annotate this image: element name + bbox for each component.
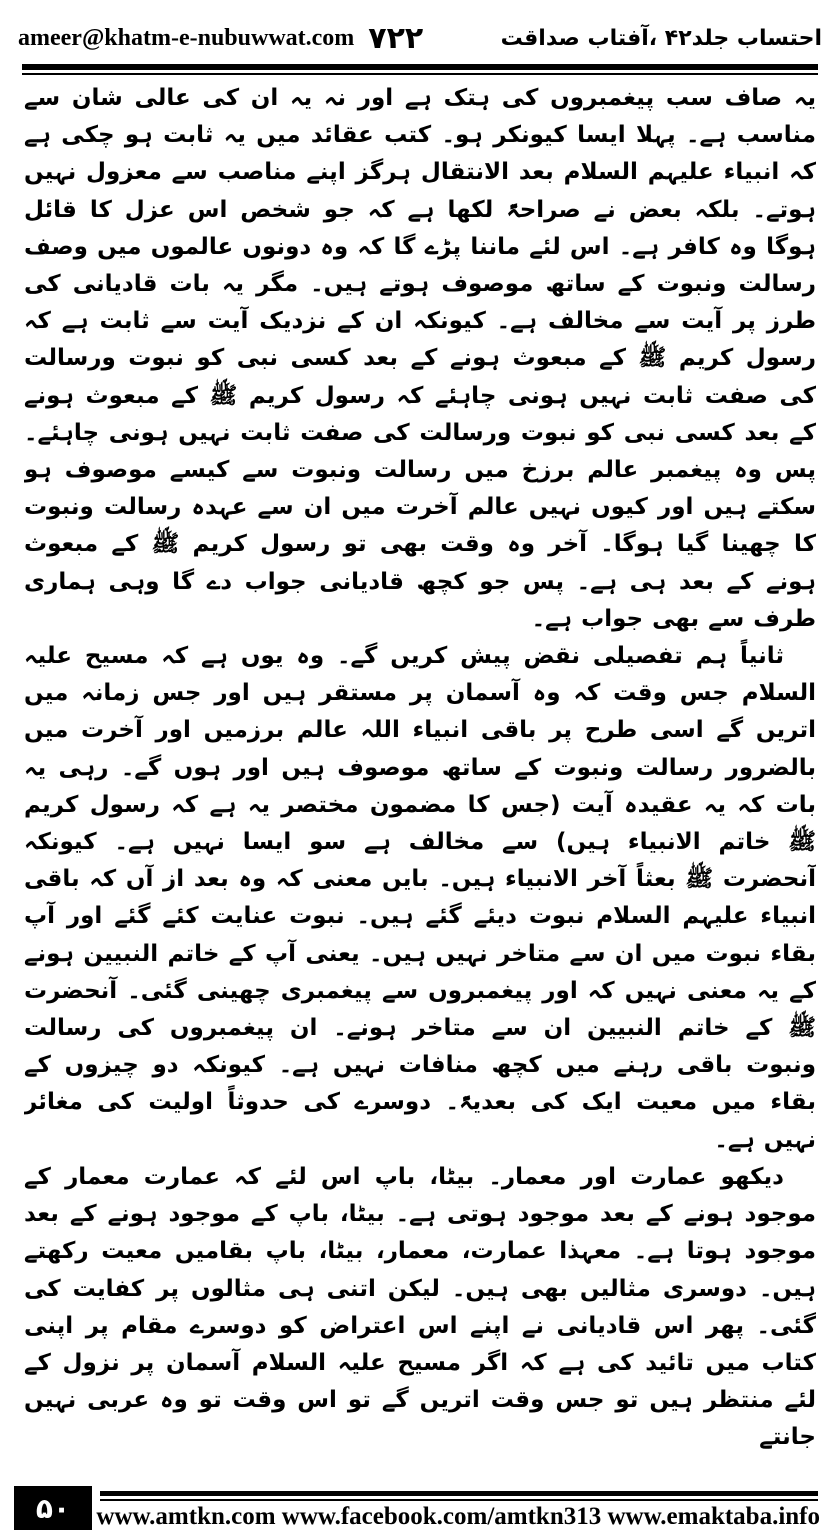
paragraph-3: دیکھو عمارت اور معمار۔ بیٹا، باپ اس لئے کہ عمارت معمار کے موجود ہونے کے بعد موجود ہوتی ہے۔ بیٹا، باپ کے موجود ہونے کے بعد موجود ہوتا ہے۔ معہذا عمارت، معمار، بیٹا، باپ بقامیں معیت رکھتے ہیں۔ دوسری مثالیں بھی ہیں۔ لیکن اتنی ہی مثالوں پر کفایت کی گئی۔ پھر اس قادیانی نے اپنے اس اعتراض کو دوسرے مقام پر اپنی کتاب میں تائید کی ہے کہ اگر مسیح علیہ السلام آسمان پر نزول کے لئے منتظر ہیں تو جس وقت اتریں گے تو اس وقت تو وہ عربی نہیں جانتے [24,1163,816,1451]
paragraph-1: یہ صاف سب پیغمبروں کی ہتک ہے اور نہ یہ ان کی عالی شان سے مناسب ہے۔ پہلا ایسا کیونکر ہو۔ کتب عقائد میں یہ ثابت ہو چکی ہے کہ انبیاء علیہم السلام بعد الانتقال ہرگز اپنے مناصب سے معزول نہیں ہوتے۔ بلکہ بعض نے صراحۃً لکھا ہے کہ جو شخص اس عزل کا قائل ہوگا وہ کافر ہے۔ اس لئے ماننا پڑے گا کہ وہ دونوں عالموں میں وصف رسالت ونبوت کے ساتھ موصوف ہوتے ہیں۔ مگر یہ بات قادیانی کی طرز پر آیت سے مخالف ہے۔ کیونکہ ان کے نزدیک آیت سے ثابت ہے کہ رسول کریم ﷺ کے مبعوث ہونے کے بعد کسی نبی کو نبوت ورسالت کی صفت ثابت نہیں ہونی چاہئے کہ رسول کریم ﷺ کے مبعوث ہونے کے بعد کسی نبی کو نبوت ورسالت کی صفت ثابت نہیں ہونی چاہئے۔ پس وہ پیغمبر عالم برزخ میں رسالت ونبوت سے کیسے موصوف ہو سکتے ہیں اور کیوں نہیں عالم آخرت میں ان سے عہدہ رسالت ونبوت کا چھینا گیا ہوگا۔ آخر وہ وقت بھی تو رسول کریم ﷺ کے مبعوث ہونے کے بعد ہی ہے۔ پس جو کچھ قادیانی جواب دے گا وہی ہماری طرف سے بھی جواب ہے۔ [24,85,816,632]
header-email: ameer@khatm-e-nubuwwat.com [18,24,355,51]
body-text [24,80,816,1462]
header-title: احتساب جلد۴۲ ،آفتاب صداقت [500,25,822,51]
footer-page-number: ۵۰ [14,1486,92,1530]
header-page-number: ۷۲۲ [368,20,424,56]
page-header [18,18,822,58]
header-rule-thick [22,64,818,70]
header-rule-thin [22,73,818,75]
footer-links: www.amtkn.com www.facebook.com/amtkn313 www.emaktaba.info [96,1503,820,1530]
header-left [18,21,423,56]
footer-rule-thick [100,1491,818,1496]
paragraph-2: ثانیاً ہم تفصیلی نقض پیش کریں گے۔ وہ یوں ہے کہ مسیح علیہ السلام جس وقت کہ وہ آسمان پر مستقر ہیں اور جس زمانہ میں اتریں گے اسی طرح پر باقی انبیاء اللہ عالم برزمیں اور آخرت میں بالضرور رسالت ونبوت کے ساتھ موصوف ہیں اور ہوں گے۔ رہی یہ بات کہ یہ عقیدہ آیت (جس کا مضمون مختصر یہ ہے کہ رسول کریم ﷺ خاتم الانبیاء ہیں) سے مخالف ہے سو ایسا نہیں ہے۔ کیونکہ آنحضرت ﷺ بعثاً آخر الانبیاء ہیں۔ بایں معنی کہ وہ بعد از آں کہ باقی انبیاء علیہم السلام نبوت دیئے گئے ہیں۔ نبوت عنایت کئے گئے اور آپ بقاء نبوت میں ان سے متاخر نہیں ہیں۔ یعنی آپ کے خاتم النبیین ہونے کے یہ معنی نہیں کہ اور پیغمبروں سے پیغمبری چھینی گئی۔ آنحضرت ﷺ کے خاتم النبیین ان سے متاخر ہونے۔ ان پیغمبروں کی رسالت ونبوت باقی رہنے میں کچھ منافات نہیں ہے۔ کیونکہ دو چیزوں کے بقاء میں معیت ایک کی بعدیۃً۔ دوسرے کی حدوثاً اولیت کی مغائر نہیں ہے۔ [24,643,816,1153]
